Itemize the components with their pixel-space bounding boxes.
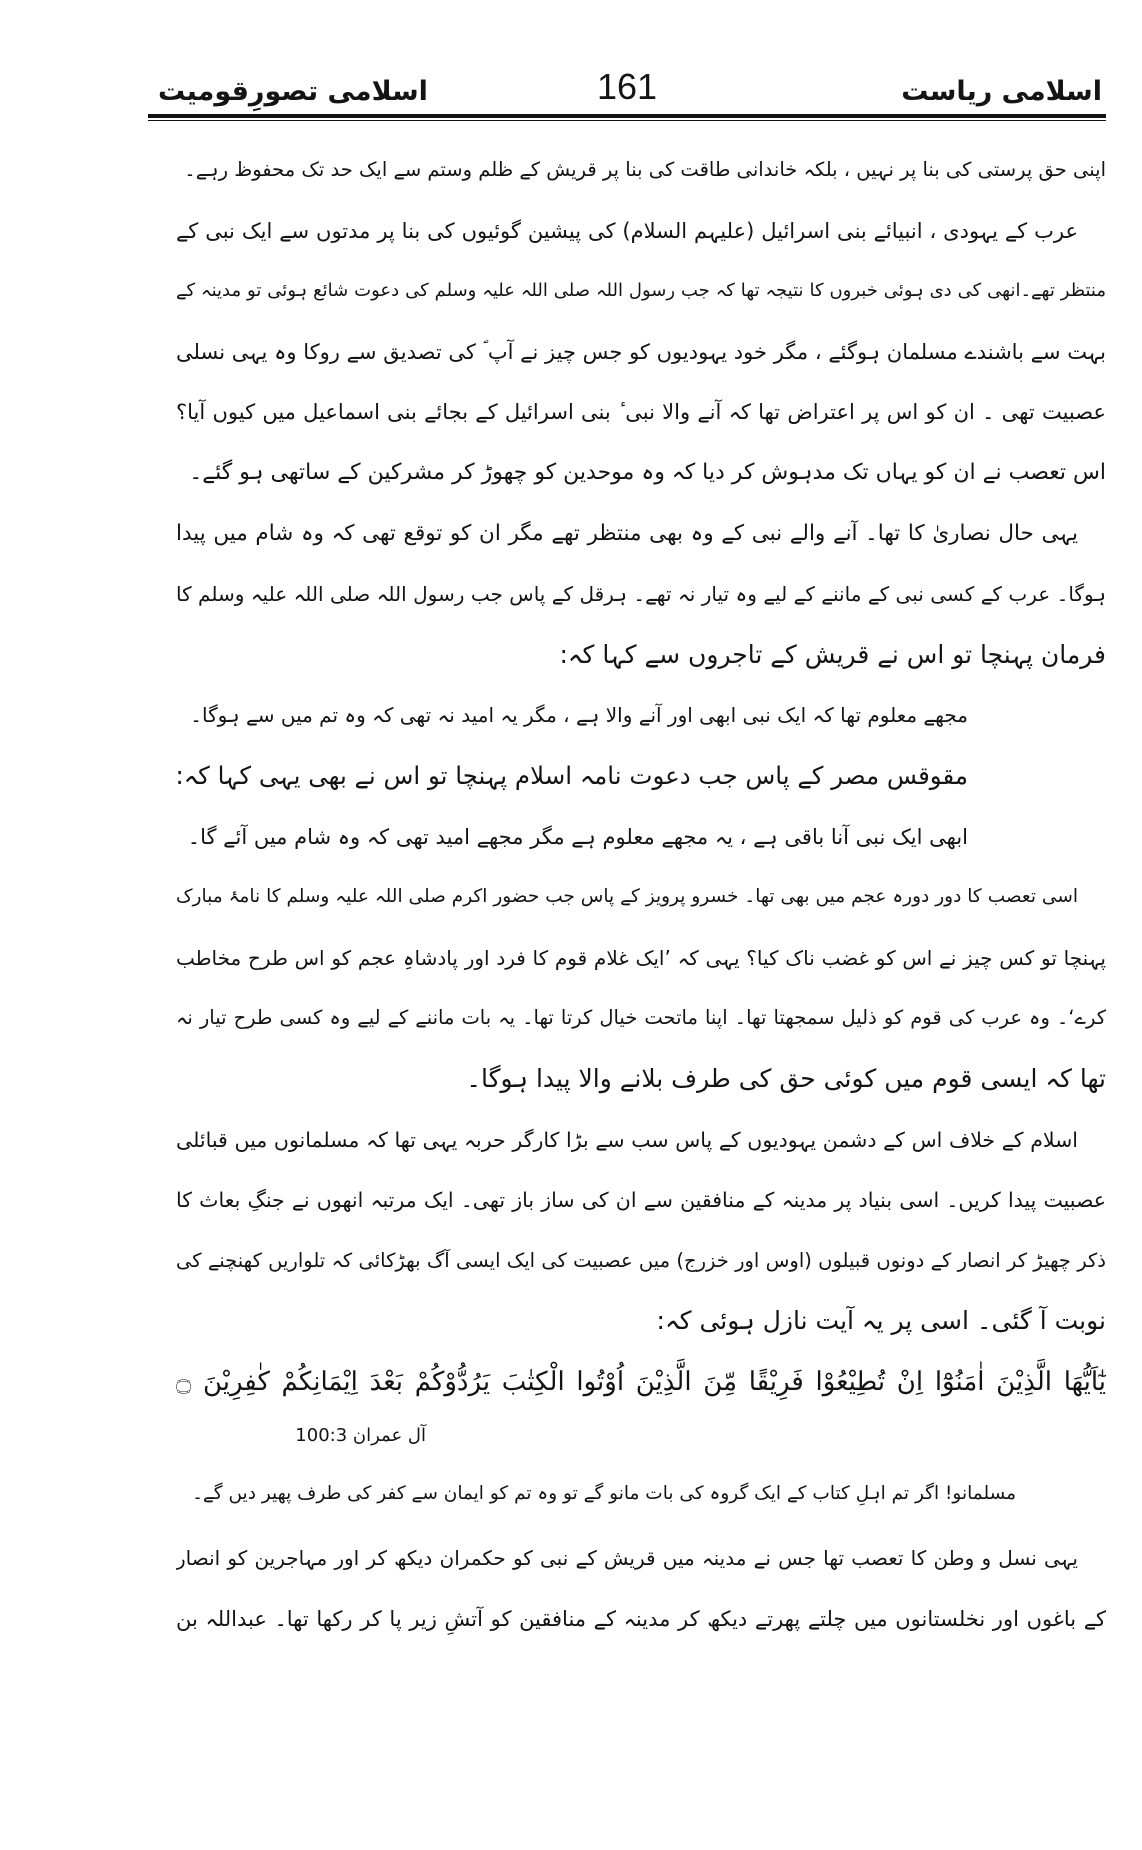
book-title: اسلامی ریاست <box>901 76 1102 107</box>
text-line: کے باغوں اور نخلستانوں میں چلتے پھرتے دیکھ کر مدینہ کے منافقین کو آتشِ زیر پا کر رکھا تھا۔ عبداللہ بن <box>176 1607 1106 1632</box>
header-rule-thick <box>148 114 1106 118</box>
verse-translation: مسلمانو! اگر تم اہلِ کتاب کے ایک گروہ کی بات مانو گے تو وہ تم کو ایمان سے کفر کی طرف پھیر دیں گے۔ <box>192 1483 1016 1505</box>
text-line: عصبیت تھی ۔ ان کو اس پر اعتراض تھا کہ آنے والا نبی ٔ بنی اسرائیل کے بجائے بنی اسماعیل میں کیوں آیا؟ <box>176 400 1106 425</box>
text-line: تھا کہ ایسی قوم میں کوئی حق کی طرف بلانے والا پیدا ہوگا۔ <box>466 1063 1106 1093</box>
chapter-title: اسلامی تصورِقومیت <box>158 76 428 107</box>
text-line: اسلام کے خلاف اس کے دشمن یہودیوں کے پاس سب سے بڑا کارگر حربہ یہی تھا کہ مسلمانوں میں قبائلی <box>176 1127 1078 1152</box>
page-body <box>176 140 1106 1650</box>
text-line: فرمان پہنچا تو اس نے قریش کے تاجروں سے کہا کہ: <box>559 639 1106 669</box>
text-line: اپنی حق پرستی کی بنا پر نہیں ، بلکہ خاندانی طاقت کی بنا پر قریش کے ظلم وستم سے ایک حد تک محفوظ رہے۔ <box>184 158 1106 181</box>
running-header <box>148 62 1106 118</box>
text-line: کرے‘۔ وہ عرب کی قوم کو ذلیل سمجھتا تھا۔ اپنا ماتحت خیال کرتا تھا۔ یہ بات ماننے کے لیے وہ کسی طرح تیار نہ <box>176 1006 1106 1030</box>
text-line: بہت سے باشندے مسلمان ہوگئے ، مگر خود یہودیوں کو جس چیز نے آپ ؐ کی تصدیق سے روکا وہ یہی نسلی <box>176 339 1106 364</box>
text-line: پہنچا تو کس چیز نے اس کو غضب ناک کیا؟ یہی کہ ’ایک غلام قوم کا فرد اور پادشاہِ عجم کو اس طرح مخاطب <box>176 945 1106 970</box>
text-line: یہی نسل و وطن کا تعصب تھا جس نے مدینہ میں قریش کے نبی کو حکمران دیکھ کر اور مہاجرین کو انصار <box>176 1546 1078 1571</box>
page-number: 161 <box>596 66 658 107</box>
text-line: اس تعصب نے ان کو یہاں تک مدہوش کر دیا کہ وہ موحدین کو چھوڑ کر مشرکین کے ساتھی ہو گئے۔ <box>189 459 1106 485</box>
text-line: نوبت آ گئی۔ اسی پر یہ آیت نازل ہوئی کہ: <box>656 1306 1106 1336</box>
text-line: عرب کے یہودی ، انبیائے بنی اسرائیل (علیہم السلام) کی پیشین گوئیوں کی بنا پر مدتوں سے ایک نبی کے <box>176 218 1078 243</box>
quran-verse: يٰٓاَيُّهَا الَّذِيْنَ اٰمَنُوْٓا اِنْ تُطِيْعُوْا فَرِيْقًا مِّنَ الَّذِيْنَ اُوْتُوا الْكِتٰبَ يَرُدُّوْكُمْ بَعْدَ اِيْمَانِكُمْ كٰفِرِيْنَ ۝ <box>176 1366 1106 1397</box>
text-line: منتظر تھے۔انھی کی دی ہوئی خبروں کا نتیجہ تھا کہ جب رسول اللہ صلی اللہ علیہ وسلم کی دعوت شائع ہوئی تو مدینہ کے <box>176 280 1106 302</box>
text-line: یہی حال نصاریٰ کا تھا۔ آنے والے نبی کے وہ بھی منتظر تھے مگر ان کو توقع تھی کہ وہ شام میں پیدا <box>176 520 1078 546</box>
text-line: ہوگا۔ عرب کے کسی نبی کے ماننے کے لیے وہ تیار نہ تھے۔ ہرقل کے پاس جب رسول اللہ صلی اللہ علیہ وسلم کا <box>176 582 1106 607</box>
quotation-line: ابھی ایک نبی آنا باقی ہے ، یہ مجھے معلوم ہے مگر مجھے امید تھی کہ وہ شام میں آئے گا۔ <box>187 824 968 849</box>
text-line: مقوقس مصر کے پاس جب دعوت نامہ اسلام پہنچا تو اس نے بھی یہی کہا کہ: <box>176 760 968 790</box>
header-rule-thin <box>148 120 1106 121</box>
verse-reference: آل عمران 100:3 <box>295 1425 426 1447</box>
text-line: عصبیت پیدا کریں۔ اسی بنیاد پر مدینہ کے منافقین سے ان کی ساز باز تھی۔ ایک مرتبہ انھوں نے جنگِ بعاث کا <box>176 1188 1106 1213</box>
text-line: ذکر چھیڑ کر انصار کے دونوں قبیلوں (اوس اور خزرج) میں عصبیت کی ایک ایسی آگ بھڑکائی کہ تلواریں کھنچنے کی <box>176 1248 1106 1272</box>
quotation-line: مجھے معلوم تھا کہ ایک نبی ابھی اور آنے والا ہے ، مگر یہ امید نہ تھی کہ وہ تم میں سے ہوگا۔ <box>190 703 968 728</box>
text-line: اسی تعصب کا دور دورہ عجم میں بھی تھا۔ خسرو پرویز کے پاس جب حضور اکرم صلی اللہ علیہ وسلم کا نامۂ مبارک <box>176 886 1078 908</box>
